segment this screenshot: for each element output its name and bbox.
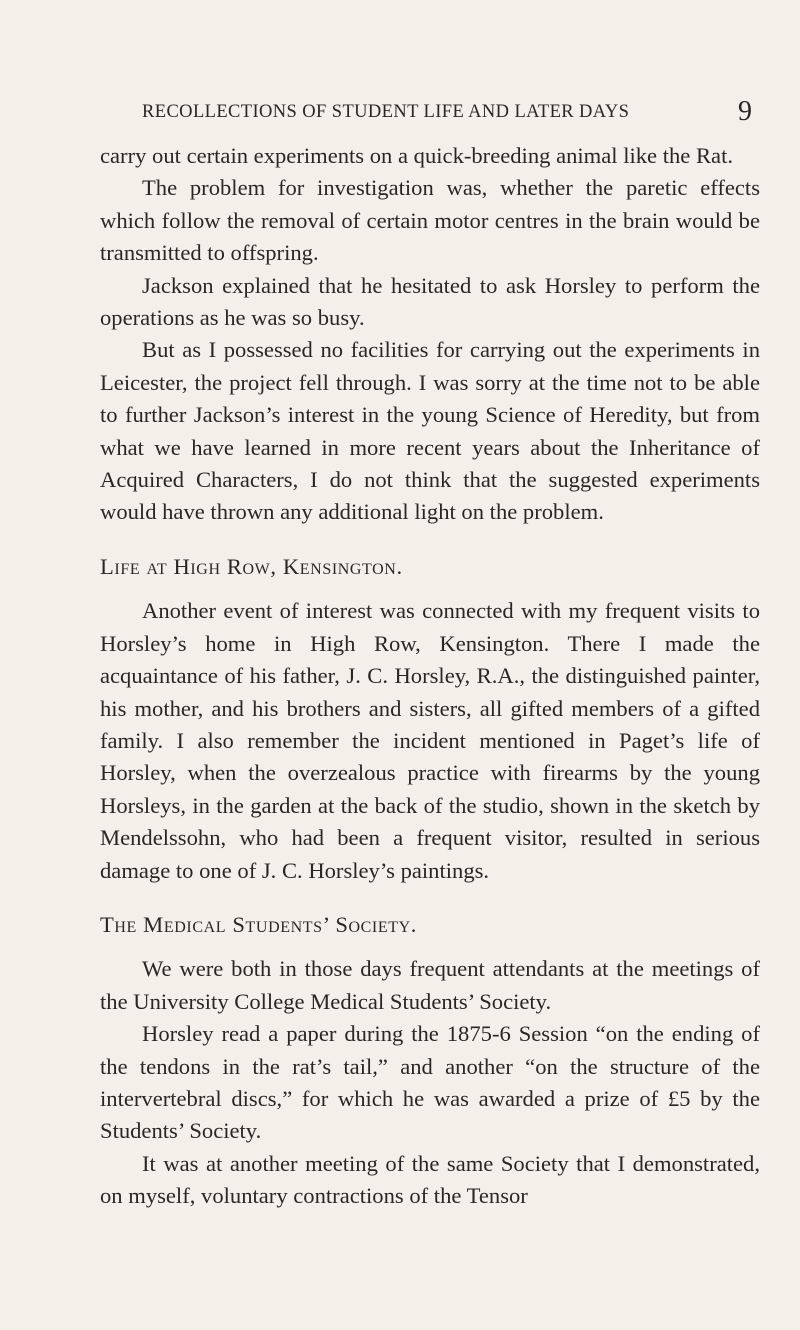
paragraph: Another event of interest was connected with my frequent visits to Horsley’s home in High Row, Kensington. There I made the acquaintance of his father, J. C. Horsley, R.A., the distinguished painter, his mother, and his brothers and sisters, all gifted members of a gifted family. I also remember the incident mentioned in Paget’s life of Horsley, when the overzealous practice with firearms by the young Horsleys, in the garden at the back of the studio, shown in the sketch by Mendelssohn, who had been a frequent visitor, resulted in serious damage to one of J. C. Horsley’s paintings.: [100, 598, 760, 883]
book-page: [100, 96, 760, 1213]
running-title: RECOLLECTIONS OF STUDENT LIFE AND LATER DAYS: [142, 102, 630, 122]
paragraph: carry out certain experiments on a quick-breeding animal like the Rat.: [100, 143, 734, 168]
paragraph: Jackson explained that he hesitated to ask Horsley to perform the operations as he was so busy.: [100, 272, 760, 331]
page-number: 9: [738, 96, 752, 127]
body-text: [100, 140, 760, 1213]
paragraph: Horsley read a paper during the 1875-6 Session “on the ending of the tendons in the rat’s tail,” and another “on the structure of the intervertebral discs,” for which he was awarded a prize of £5 by the Students’ Society.: [100, 1021, 760, 1144]
section-heading-medical-society: The Medical Students’ Society.: [100, 911, 417, 937]
running-head: [100, 96, 760, 140]
paragraph: The problem for investigation was, whether the paretic effects which follow the removal of certain motor centres in the brain would be transmitted to offspring.: [100, 175, 760, 266]
section-heading-high-row: Life at High Row, Kensington.: [100, 553, 403, 579]
paragraph: But as I possessed no facilities for carrying out the experiments in Leicester, the project fell through. I was sorry at the time not to be able to further Jackson’s interest in the young Science of Heredity, but from what we have learned in more recent years about the Inheritance of Acquired Characters, I do not think that the suggested experiments would have thrown any additional light on the problem.: [100, 337, 760, 525]
paragraph: It was at another meeting of the same Society that I demonstrated, on myself, voluntary contractions of the Tensor: [100, 1150, 760, 1209]
paragraph: We were both in those days frequent attendants at the meetings of the University College Medical Students’ Society.: [100, 956, 760, 1014]
